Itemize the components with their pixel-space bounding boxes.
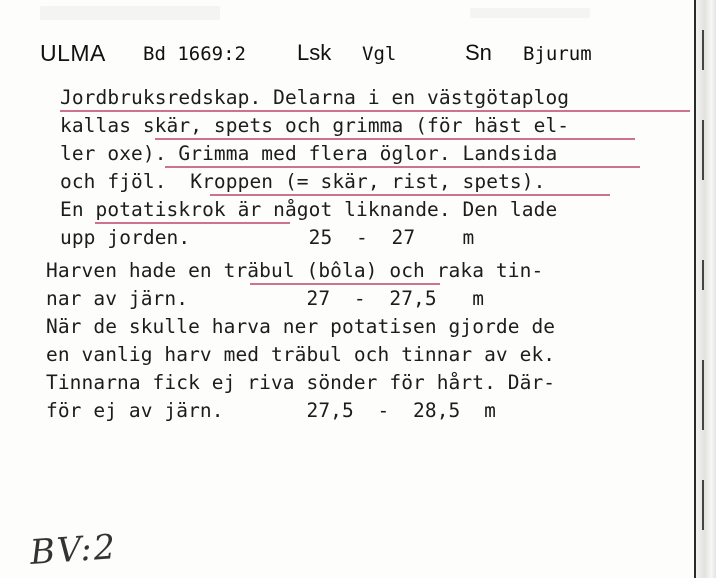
- text-line: En potatiskrok är något liknande. Den lade: [60, 198, 558, 221]
- text-line: Jordbruksredskap. Delarna i en västgötaplog: [60, 86, 570, 109]
- edge-mark: [702, 480, 704, 530]
- red-underline: [210, 194, 610, 196]
- header-volume: Bd 1669:2: [143, 43, 246, 65]
- red-underline: [165, 166, 640, 168]
- red-underline: [60, 110, 690, 112]
- header-parish: Bjurum: [523, 43, 592, 65]
- text-line: Tinnarna fick ej riva sönder för hårt. Där-: [46, 371, 556, 394]
- header-place: ULMA: [40, 40, 106, 66]
- paper-smudge: [40, 6, 220, 20]
- handwritten-signum: BV:2: [28, 527, 119, 573]
- red-underline: [155, 138, 635, 140]
- header-landskap-label: Lsk: [297, 40, 332, 65]
- text-line: ler oxe). Grimma med flera öglor. Landsida: [60, 142, 558, 165]
- text-line: När de skulle harva ner potatisen gjorde de: [46, 315, 556, 338]
- edge-mark: [702, 30, 704, 70]
- red-underline: [250, 283, 440, 285]
- red-underline: [95, 222, 290, 224]
- card-edge: [694, 0, 716, 578]
- paper-smudge: [470, 8, 590, 18]
- text-line: för ej av järn. 27,5 - 28,5 m: [46, 399, 496, 422]
- header-region: Vgl: [362, 43, 397, 65]
- text-line: upp jorden. 25 - 27 m: [60, 226, 475, 249]
- text-line: Harven hade en träbul (bôla) och raka tin-: [46, 259, 544, 282]
- text-line: nar av järn. 27 - 27,5 m: [46, 287, 485, 310]
- edge-mark: [702, 120, 704, 180]
- header-socken-label: Sn: [465, 40, 492, 65]
- edge-mark: [702, 360, 704, 430]
- text-line: och fjöl. Kroppen (= skär, rist, spets).: [60, 170, 546, 193]
- edge-mark: [702, 260, 704, 290]
- text-line: en vanlig harv med träbul och tinnar av ek.: [46, 343, 556, 366]
- text-line: kallas skär, spets och grimma (för häst el-: [60, 114, 570, 137]
